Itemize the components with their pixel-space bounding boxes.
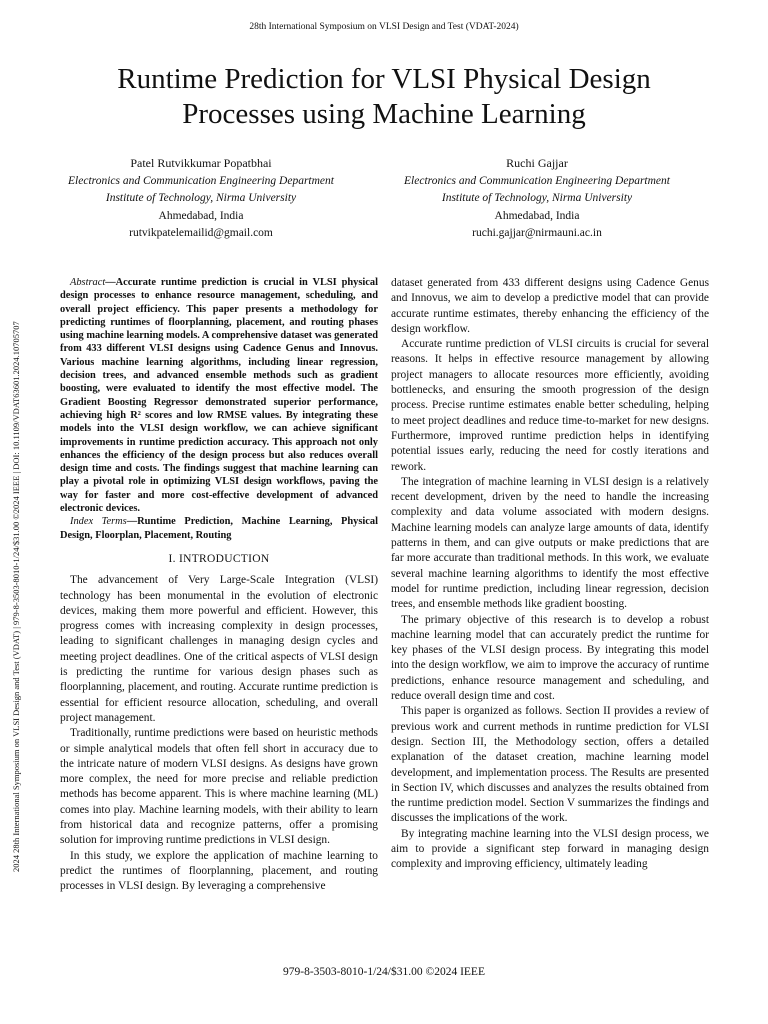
index-terms-text: —Runtime Prediction, Machine Learning, Physical Design, Floorplan, Placement, Routing xyxy=(60,516,378,541)
continued-paragraph: dataset generated from 433 different designs using Cadence Genus and Innovus, we aim to develop a predictive model that can provide accurate runtime estimates, thereby enhancing the efficiency of the design workflow. xyxy=(391,277,709,335)
author-block-1 xyxy=(36,155,366,243)
title-line-1: Runtime Prediction for VLSI Physical Design xyxy=(117,63,651,95)
author-location: Ahmedabad, India xyxy=(494,209,580,222)
index-terms xyxy=(60,515,378,542)
author-institute: Institute of Technology, Nirma University xyxy=(105,192,297,204)
page-footer: 979-8-3503-8010-1/24/$31.00 ©2024 IEEE xyxy=(283,966,485,978)
author-name: Patel Rutvikkumar Popatbhai xyxy=(130,156,272,170)
author-block-2 xyxy=(372,155,702,243)
author-location: Ahmedabad, India xyxy=(158,209,244,222)
intro-paragraph-4: Accurate runtime prediction of VLSI circuits is crucial for several reasons. It helps in effective resource management by allowing project managers to allocate resources more efficiently, avoiding bottlenecks, and ensuring the smooth progression of the design process. Precise runtime estimates enable better scheduling, helping to meet project deadlines and reduce time-to-market for new designs. Furthermore, improved runtime prediction helps in identifying potential issues early, reducing the need for costly iterations and rework. xyxy=(391,338,709,473)
paper-title xyxy=(40,62,728,132)
intro-paragraph-5: The integration of machine learning in VLSI design is a relatively recent development, driven by the need to handle the increasing complexity and data volume associated with modern designs. Machine learning models can analyze large amounts of data, identify patterns in them, and can give outputs or make predictions that are far more accurate than traditional methods. In this work, we evaluate several machine learning algorithms to identify the most effective model for runtime prediction, including linear regression, decision trees, and ensemble methods like gradient boosting. xyxy=(391,475,709,611)
abstract-label: Abstract xyxy=(70,277,106,288)
author-department: Electronics and Communication Engineering Department xyxy=(68,174,334,187)
title-line-2: Processes using Machine Learning xyxy=(182,98,586,130)
section-heading: I. INTRODUCTION xyxy=(168,552,270,565)
right-column xyxy=(391,276,709,873)
author-institute: Institute of Technology, Nirma University xyxy=(441,192,633,204)
intro-paragraph-3: In this study, we explore the application of machine learning to predict the runtimes of floorplanning, placement, and routing processes in VLSI design. By leveraging a comprehensive xyxy=(60,849,378,893)
intro-paragraph-1: The advancement of Very Large-Scale Integration (VLSI) technology has been monumental in the evolution of electronic devices, making them more powerful and efficient. However, this progress comes with increasing complexity in design processes, leading to significant challenges in managing design cycles and meeting project deadlines. One of the critical aspects of VLSI design is predicting the runtime for various design phases such as floorplanning, placement, and routing. Accurate runtime prediction is essential for efficient resource allocation, scheduling, and overall project management. xyxy=(60,574,378,724)
intro-paragraph-7: This paper is organized as follows. Section II provides a review of previous work and current methods in runtime prediction for VLSI design. Section III, the Methodology section, offers a detailed explanation of the dataset creation, machine learning model development, and implementation process. The Results are presented in Section IV, which discusses and analyzes the results obtained from the runtime prediction model. Section V summarizes the findings and discusses the implications of the work. xyxy=(391,705,709,825)
intro-paragraph-2: Traditionally, runtime predictions were based on heuristic methods or simple analytical models that often fell short in accuracy due to the intricate nature of modern VLSI designs. As designs have grown more complex, the need for more precise and reliable prediction methods has become apparent. This is where machine learning (ML) comes into play. Machine learning models, with their ability to learn from historical data and recognize patterns, offer a promising solution for improving runtime predictions in VLSI design. xyxy=(60,727,378,847)
intro-paragraph-8: By integrating machine learning into the VLSI design process, we aim to provide a significant step forward in managing design complexity and improving efficiency, ultimately leading xyxy=(391,827,709,871)
intro-paragraph-6: The primary objective of this research is to develop a robust machine learning model that can accurately predict the runtime for key phases of the VLSI design process. By integrating this model into the design workflow, we aim to improve the accuracy of runtime predictions, enhance resource management and scheduling, and reduce overall design time and cost. xyxy=(391,613,709,703)
conference-header: 28th International Symposium on VLSI Design and Test (VDAT-2024) xyxy=(249,22,519,32)
author-department: Electronics and Communication Engineering Department xyxy=(404,174,670,187)
abstract xyxy=(60,276,378,515)
left-column xyxy=(60,276,378,894)
abstract-text: —Accurate runtime prediction is crucial in VLSI physical design processes to enhance resource management, scheduling, and overall project efficiency. This paper presents a methodology for predicting runtimes of floorplanning, placement, and routing phases using machine learning models. A comprehensive dataset was generated from 433 different VLSI designs using Cadence Genus and Innovus. Various machine learning algorithms, including linear regression, decision trees, and advanced ensemble methods such as gradient boosting, were evaluated to identify the most effective model. The Gradient Boosting Regressor demonstrated superior performance, achieving high R² scores and low RMSE values. By integrating these models into the VLSI design workflow, we can achieve significant improvements in runtime prediction accuracy. This approach not only enhances the efficiency of the design process but also reduces overall design time and costs. The findings suggest that machine learning can play a pivotal role in optimizing VLSI design workflows, paving the way for faster and more cost-effective development of advanced electronic devices. xyxy=(60,277,378,515)
author-name: Ruchi Gajjar xyxy=(506,156,568,170)
doi-sidebar: 2024 28th International Symposium on VLSI Design and Test (VDAT) | 979-8-3503-8010-1/24/$31.00 ©2024 IEEE | DOI: 10.1109/VDAT63601.2024.10705707 xyxy=(11,321,21,872)
author-email: ruchi.gajjar@nirmauni.ac.in xyxy=(472,227,602,239)
author-email: rutvikpatelemailid@gmail.com xyxy=(129,227,273,239)
index-terms-label: Index Terms xyxy=(70,516,127,528)
